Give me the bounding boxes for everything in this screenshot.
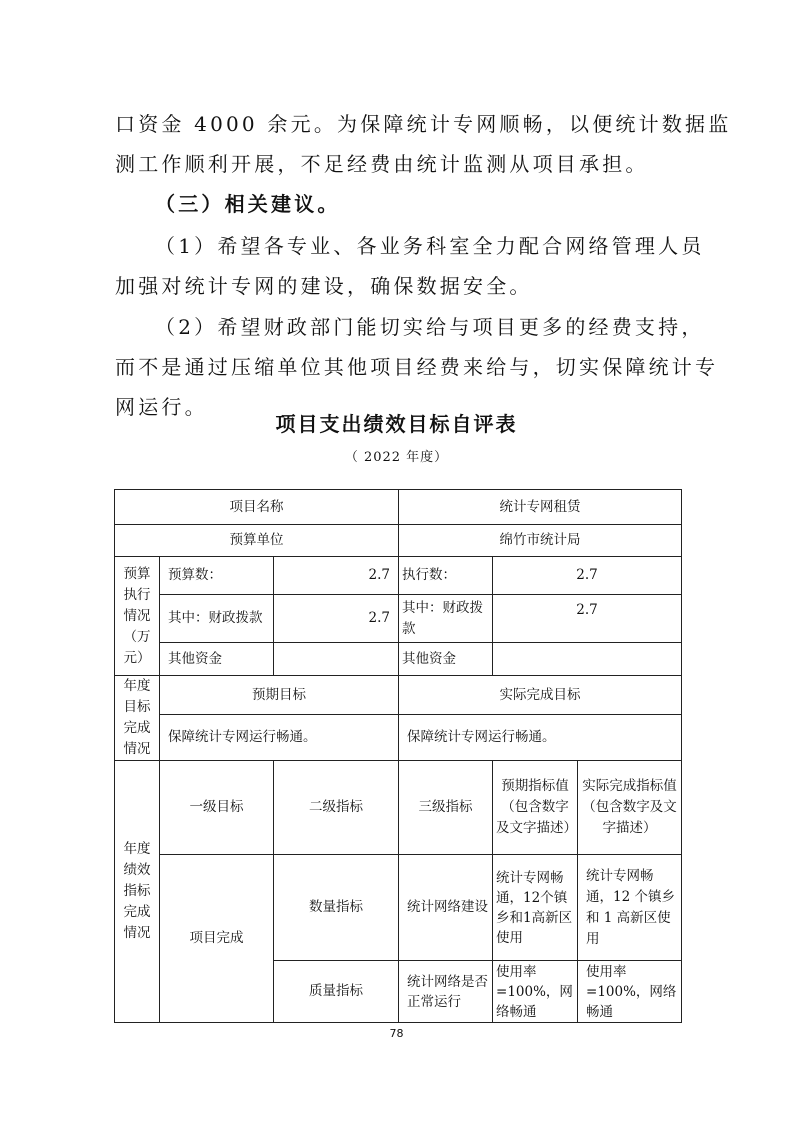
section-heading: （三）相关建议。 bbox=[155, 192, 341, 216]
row2-level3: 统计网络是否正常运行 bbox=[399, 961, 493, 1023]
budget-label: 预算数： bbox=[160, 557, 274, 595]
body-line: 加强对统计专网的建设，确保数据安全。 bbox=[115, 274, 533, 298]
body-line: 测工作顺利开展，不足经费由统计监测从项目承担。 bbox=[115, 152, 649, 176]
performance-table bbox=[114, 489, 682, 1023]
exec-label: 执行数： bbox=[399, 557, 493, 595]
budget-value: 2.7 bbox=[274, 557, 399, 595]
fiscal-label: 其中：财政拨款 bbox=[160, 595, 274, 643]
table-row bbox=[115, 761, 682, 855]
table-row bbox=[115, 557, 682, 595]
perf-section-label: 年度绩效指标完成情况 bbox=[115, 761, 160, 1023]
col-level1: 一级目标 bbox=[160, 761, 274, 855]
page-number: 78 bbox=[389, 1027, 404, 1040]
unit-label: 预算单位 bbox=[115, 525, 399, 557]
actual-goal-value: 保障统计专网运行畅通。 bbox=[399, 715, 682, 761]
col-level2: 二级指标 bbox=[274, 761, 399, 855]
table-row bbox=[115, 676, 682, 715]
other-exec-value bbox=[493, 643, 682, 676]
budget-section-label: 预算执行情况（万元） bbox=[115, 557, 160, 676]
exec-value: 2.7 bbox=[493, 557, 682, 595]
table-row bbox=[115, 855, 682, 961]
other-label: 其他资金 bbox=[160, 643, 274, 676]
other-value bbox=[274, 643, 399, 676]
table-subtitle: （ 2022 年度） bbox=[344, 450, 449, 465]
table-title: 项目支出绩效目标自评表 bbox=[275, 412, 518, 436]
body-line: （2）希望财政部门能切实给与项目更多的经费支持， bbox=[155, 315, 705, 339]
col-level3: 三级指标 bbox=[399, 761, 493, 855]
row1-actual: 统计专网畅通，12 个镇乡和 1 高新区使用 bbox=[578, 855, 682, 961]
row1-expected: 统计专网畅通，12个镇乡和1高新区使用 bbox=[493, 855, 578, 961]
fiscal-exec-label: 其中：财政拨款 bbox=[399, 595, 493, 643]
body-line: 口资金 4000 余元。为保障统计专网顺畅，以便统计数据监 bbox=[115, 112, 732, 136]
fiscal-budget-value: 2.7 bbox=[274, 595, 399, 643]
body-line: （1）希望各专业、各业务科室全力配合网络管理人员 bbox=[155, 234, 705, 258]
expected-goal-value: 保障统计专网运行畅通。 bbox=[160, 715, 399, 761]
actual-goal-label: 实际完成目标 bbox=[399, 676, 682, 715]
body-line: 而不是通过压缩单位其他项目经费来给与，切实保障统计专 bbox=[115, 355, 719, 379]
expected-goal-label: 预期目标 bbox=[160, 676, 399, 715]
project-name-label: 项目名称 bbox=[115, 490, 399, 525]
table-row bbox=[115, 525, 682, 557]
row1-level2: 数量指标 bbox=[274, 855, 399, 961]
row1-level3: 统计网络建设 bbox=[399, 855, 493, 961]
level1-value: 项目完成 bbox=[160, 855, 274, 1023]
annual-goal-label: 年度目标完成情况 bbox=[115, 676, 160, 761]
table-row bbox=[115, 595, 682, 643]
col-expected: 预期指标值（包含数字及文字描述） bbox=[493, 761, 578, 855]
other-exec-label: 其他资金 bbox=[399, 643, 493, 676]
project-name-value: 统计专网租赁 bbox=[399, 490, 682, 525]
table-row bbox=[115, 715, 682, 761]
col-actual: 实际完成指标值（包含数字及文字描述） bbox=[578, 761, 682, 855]
table-row bbox=[115, 643, 682, 676]
table-row bbox=[115, 490, 682, 525]
row2-expected: 使用率=100%，网络畅通 bbox=[493, 961, 578, 1023]
fiscal-exec-value: 2.7 bbox=[493, 595, 682, 643]
row2-actual: 使用率=100%，网络畅通 bbox=[578, 961, 682, 1023]
unit-value: 绵竹市统计局 bbox=[399, 525, 682, 557]
row2-level2: 质量指标 bbox=[274, 961, 399, 1023]
body-line: 网运行。 bbox=[115, 395, 208, 419]
